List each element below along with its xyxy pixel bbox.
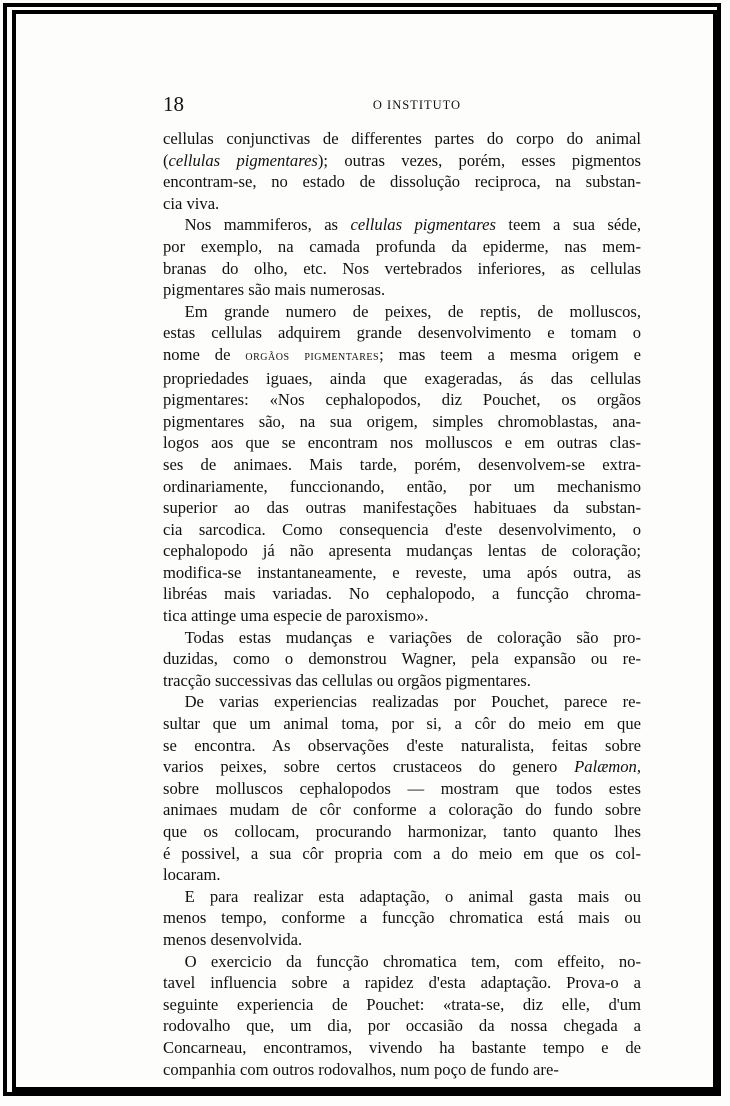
text-line: menos desenvolvida. [163,929,303,949]
page-number: 18 [163,92,184,116]
text-line: é possivel, a sua côr propria com a do meio em que os col- [163,843,641,863]
running-head [163,92,641,128]
text-line: rodovalho que, um dia, por occasião da nossa chegada a [163,1016,641,1036]
paragraph [163,691,641,885]
text-line: Concarneau, encontramos, vivendo ha bastante tempo e de [163,1037,641,1057]
text-line: O exercicio da funcção chromatica tem, com effeito, no- [184,951,641,971]
text-line: cia sarcodica. Como consequencia d'este desenvolvimento, o [163,519,641,539]
paragraph [163,627,641,692]
paragraph [163,886,641,951]
text-line: encontram-se, no estado de dissolução reciproca, na substan- [163,172,641,192]
text-line: E para realizar esta adaptação, o animal gasta mais ou [184,886,641,906]
text-line: locaram. [163,865,221,885]
text-line: seguinte experiencia de Pouchet: «trata-se, diz elle, d'um [163,994,641,1014]
text-line: pigmentares são mais numerosas. [163,280,386,300]
text-line: sobre molluscos cephalopodos — mostram que todos estes [163,778,641,798]
text-line: se encontra. As observações d'este naturalista, feitas sobre [163,735,641,755]
text-line: nome de orgãos pigmentares; mas teem a mesma origem e [163,344,642,364]
text-line: cia viva. [163,193,220,213]
text-line: De varias experiencias realizadas por Pouchet, parece re- [184,692,641,712]
text-line: propriedades iguaes, ainda que exageradas, ás das cellulas [163,368,641,388]
text-line: ordinariamente, funccionando, então, por um mechanismo [163,476,641,496]
text-line: sultar que um animal toma, por si, a côr do meio em que [163,714,641,734]
text-line: cephalopodo já não apresenta mudanças lentas de coloração; [163,541,641,561]
text-line: companhia com outros rodovalhos, num poço de fundo are- [163,1059,559,1079]
paragraph [163,951,641,1081]
text-line: superior ao das outras manifestações habituaes da substan- [163,498,641,518]
text-line: Em grande numero de peixes, de reptis, de molluscos, [184,301,641,321]
text-line: tracção successivas das cellulas ou orgãos pigmentares. [163,670,531,690]
text-line: modifica-se instantaneamente, e reveste, uma após outra, as [163,562,641,582]
book-page [163,92,641,1080]
text-line: varios peixes, sobre certos crustaceos do genero Palæmon, [163,757,641,777]
paragraph [163,301,641,627]
text-line: pigmentares: «Nos cephalopodos, diz Pouchet, os orgãos [163,390,641,410]
text-line: Nos mammiferos, as cellulas pigmentares teem a sua séde, [184,215,641,235]
text-line: animaes mudam de côr conforme a coloração do fundo sobre [163,800,641,820]
text-line: ses de animaes. Mais tarde, porém, desenvolvem-se extra- [163,454,641,474]
text-line: logos aos que se encontram nos molluscos e em outras clas- [163,433,641,453]
text-line: estas cellulas adquirem grande desenvolvimento e tomam o [163,323,641,343]
text-line: branas do olho, etc. Nos vertebrados inferiores, as cellulas [163,258,641,278]
text-line: (cellulas pigmentares); outras vezes, porém, esses pigmentos [163,150,641,170]
paragraph [163,214,641,300]
paragraph [163,128,641,214]
running-title: O INSTITUTO [372,98,462,112]
text-line: por exemplo, na camada profunda da epiderme, nas mem- [163,236,641,256]
text-line: duzidas, como o demonstrou Wagner, pela expansão ou re- [163,649,641,669]
text-line: tavel influencia sobre a rapidez d'esta adaptação. Prova-o a [163,973,641,993]
text-line: pigmentares são, na sua origem, simples chromoblastas, ana- [163,411,641,431]
text-line: libréas mais variadas. No cephalopodo, a funcção chroma- [163,584,641,604]
text-line: que os collocam, procurando harmonizar, tanto quanto lhes [163,822,641,841]
text-line: cellulas conjunctivas de differentes partes do corpo do animal [163,129,641,148]
text-line: tica attinge uma especie de paroxismo». [163,606,429,626]
text-line: Todas estas mudanças e variações de coloração são pro- [184,627,641,647]
body-text [163,128,641,1080]
text-line: menos tempo, conforme a funcção chromatica está mais ou [163,908,641,928]
